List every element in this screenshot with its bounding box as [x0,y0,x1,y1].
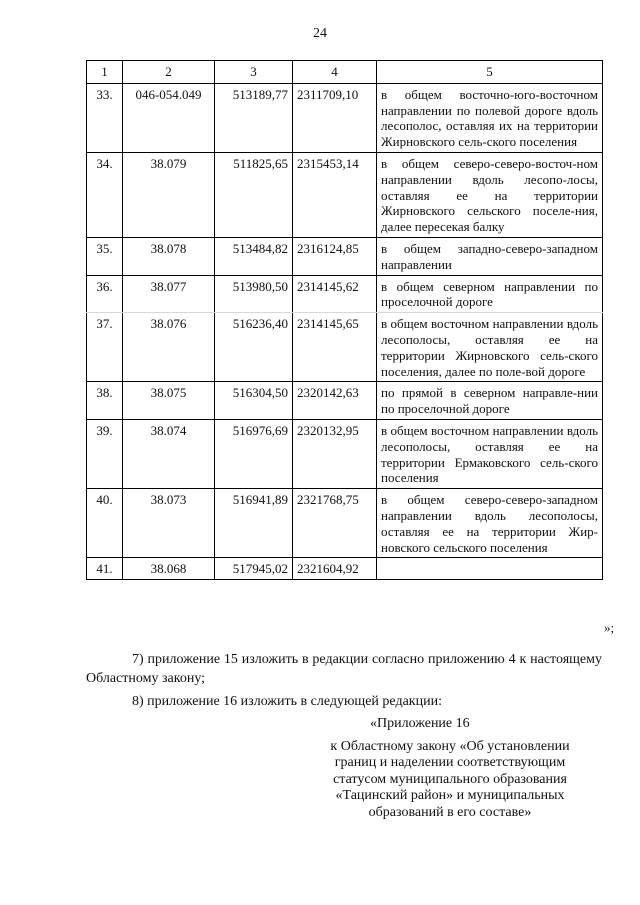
point-code: 38.068 [123,558,215,580]
table-row [87,489,603,558]
coordinate-x: 513980,50 [215,275,293,313]
row-number: 34. [87,152,123,237]
appendix-subtitle-line: к Областному закону «Об установлении [330,738,570,754]
coordinate-x: 516304,50 [215,382,293,420]
paragraph-item-7: 7) приложение 15 изложить в редакции согласно приложению 4 к настоящему Областному закону; [86,652,602,686]
point-code: 38.078 [123,237,215,275]
point-code: 38.073 [123,489,215,558]
point-code: 38.077 [123,275,215,313]
coordinate-x: 517945,02 [215,558,293,580]
coordinate-y: 2320132,95 [293,419,377,488]
direction-description: в общем западно-северо-западном направлении [377,237,603,275]
coordinate-y: 2320142,63 [293,382,377,420]
direction-description: в общем восточном направлении вдоль лесополосы, оставляя ее на территории Ермаковского сель-ского поселения [377,419,603,488]
table-row [87,419,603,488]
table-row [87,275,603,313]
paragraph-item-8: 8) приложение 16 изложить в следующей редакции: [132,694,442,709]
coordinate-y: 2311709,10 [293,83,377,152]
header-col-1: 1 [87,61,123,84]
appendix-title: «Приложение 16 [370,716,470,731]
coordinate-x: 513484,82 [215,237,293,275]
row-number: 36. [87,275,123,313]
appendix-subtitle-line: «Тацинский район» и муниципальных [335,788,565,803]
page-number: 24 [313,26,327,41]
row-number: 33. [87,83,123,152]
table-row [87,558,603,580]
coordinate-x: 513189,77 [215,83,293,152]
row-number: 41. [87,558,123,580]
header-col-2: 2 [123,61,215,84]
closing-quote-mark: »; [604,620,615,635]
coordinate-x: 516941,89 [215,489,293,558]
point-code: 38.074 [123,419,215,488]
direction-description: по прямой в северном направле-нии по проселочной дороге [377,382,603,420]
coordinate-y: 2316124,85 [293,237,377,275]
header-col-5: 5 [377,61,603,84]
row-number: 39. [87,419,123,488]
direction-description: в общем северо-северо-восточ-ном направлении вдоль лесопо-лосы, оставляя ее на территории Жирновского сельского поселе-ния, далее пересекая балку [377,152,603,237]
coordinate-x: 516236,40 [215,313,293,382]
appendix-subtitle-line: границ и наделении соответствующим [334,755,566,770]
table-row [87,313,603,382]
row-number: 38. [87,382,123,420]
boundary-points-table [86,60,603,580]
coordinate-y: 2321604,92 [293,558,377,580]
direction-description: в общем северном направлении по проселочной дороге [377,275,603,313]
coordinate-y: 2315453,14 [293,152,377,237]
direction-description: в общем восточном направлении вдоль лесополосы, оставляя ее на территории Жирновского сель-ского поселения, далее по поле-вой дороге [377,313,603,382]
point-code: 38.076 [123,313,215,382]
table-header-row [87,61,603,84]
header-col-4: 4 [293,61,377,84]
row-number: 37. [87,313,123,382]
table-row [87,382,603,420]
table-row [87,152,603,237]
row-number: 40. [87,489,123,558]
direction-description: в общем северо-северо-западном направлении вдоль лесополосы, оставляя ее на территории Жир-новского сельского поселения [377,489,603,558]
appendix-subtitle-line: статусом муниципального образования [333,771,567,787]
point-code: 38.079 [123,152,215,237]
point-code: 38.075 [123,382,215,420]
coordinate-x: 511825,65 [215,152,293,237]
coordinate-y: 2314145,65 [293,313,377,382]
direction-description [377,558,603,580]
coordinate-y: 2314145,62 [293,275,377,313]
header-col-3: 3 [215,61,293,84]
point-code: 046-054.049 [123,83,215,152]
table-row [87,83,603,152]
coordinate-x: 516976,69 [215,419,293,488]
appendix-subtitle-line: образований в его составе» [368,804,532,820]
appendix-heading [300,716,600,821]
direction-description: в общем восточно-юго-восточном направлении по полевой дороге вдоль лесополос, оставляя их на территории Жирновского сель-ского поселения [377,83,603,152]
coordinate-y: 2321768,75 [293,489,377,558]
row-number: 35. [87,237,123,275]
table-row [87,237,603,275]
